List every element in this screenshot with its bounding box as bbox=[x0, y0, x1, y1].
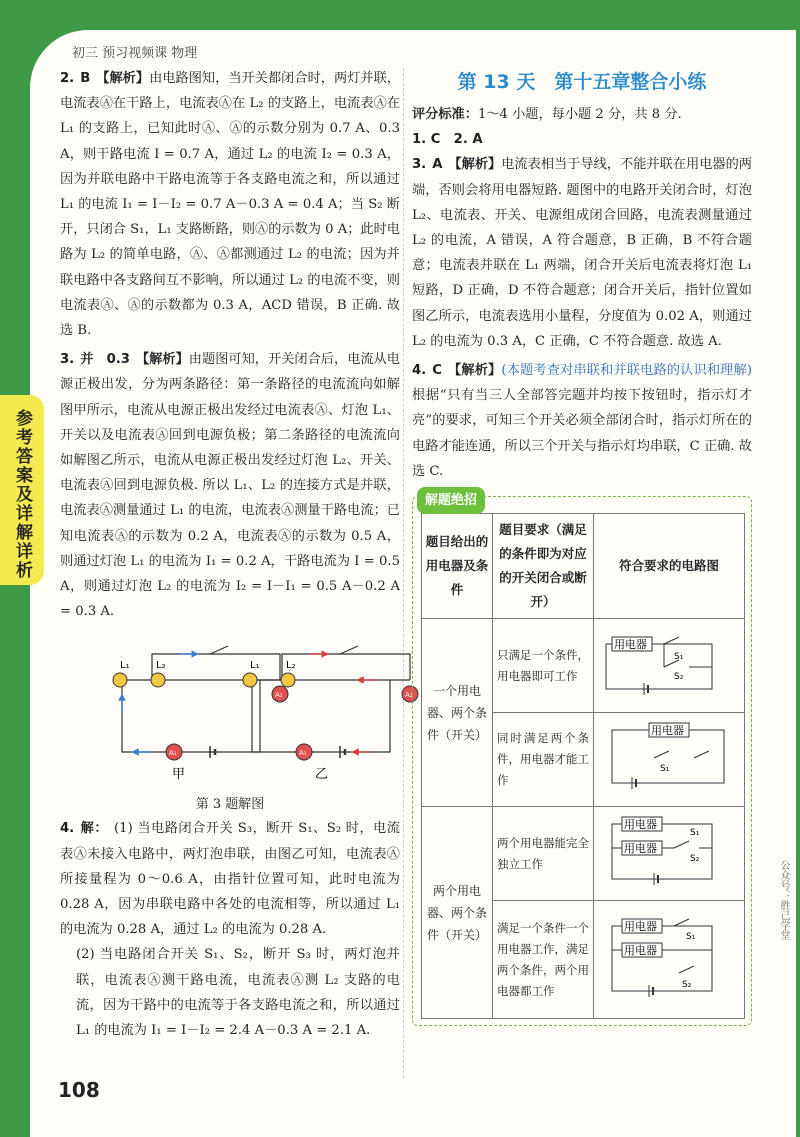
s1-label-1b: S₁ bbox=[660, 764, 670, 775]
switch-jia bbox=[210, 646, 228, 654]
s2-label-2b: S₂ bbox=[682, 980, 692, 991]
criteria bbox=[412, 102, 752, 127]
r-q4-text: 根据“只有当三人全部答完题并均按下按钮时，指示灯才亮”的要求，可知三个开关必须全部闭合时，指示灯所在的电路才能连通，所以三个开关与指示灯均串联，C 正确. 故选 C. bbox=[412, 388, 752, 479]
s1-label-2a: S₁ bbox=[690, 828, 700, 839]
q3-figure bbox=[60, 632, 413, 812]
r-q3-answer: A bbox=[432, 157, 443, 173]
table-row bbox=[422, 619, 745, 713]
r-q3-number: 3. bbox=[412, 157, 427, 173]
r-q4-hint: (本题考查对串联和并联电路的认识和理解) bbox=[501, 363, 753, 379]
tip-badge: 解题绝招 bbox=[417, 487, 485, 514]
left-q2 bbox=[60, 66, 400, 343]
watermark: 公众号：胜己学堂 bbox=[778, 860, 789, 940]
tip-req-2a: 两个用电器能完全独立工作 bbox=[493, 807, 594, 901]
tip-req-1a: 只满足一个条件，用电器即可工作 bbox=[493, 619, 594, 713]
table-row bbox=[422, 807, 745, 901]
figure-caption: 第 3 题解图 bbox=[195, 796, 265, 812]
tip-cond-2: 两个用电器、两个条件（开关） bbox=[422, 807, 493, 1019]
side-tab-label: 参考答案及详解详析 bbox=[12, 409, 32, 580]
r-q4-answer: C bbox=[432, 363, 442, 379]
label-A2-yi: A₂ bbox=[405, 691, 413, 700]
answers-1-2: 1. C 2. A bbox=[412, 132, 483, 148]
lamp-L1-jia bbox=[113, 673, 127, 687]
s2-label-1a: S₂ bbox=[674, 672, 684, 683]
r-q4-label: 【解析】 bbox=[447, 363, 502, 379]
q2-answer: B bbox=[80, 71, 91, 86]
right-q3 bbox=[412, 152, 752, 354]
tip-header-2: 题目要求（满足的条件即为对应的开关闭合或断开） bbox=[493, 514, 594, 619]
q4-number: 4. bbox=[60, 821, 75, 837]
lamp-L2-jia bbox=[151, 673, 165, 687]
device-label-1b: 用电器 bbox=[651, 724, 684, 738]
label-A2-jia: A₂ bbox=[275, 691, 283, 700]
left-column bbox=[60, 66, 413, 1043]
tip-req-1b: 同时满足两个条件，用电器才能工作 bbox=[493, 713, 594, 807]
q4-part1: (1) 当电路闭合开关 S₃，断开 S₁、S₂ 时，电流表Ⓐ未接入电路中，两灯泡串联，由图乙可知，电流表Ⓐ所接量程为 0～0.6 A，由指针位置可知，此时电流为 0.28 A，因为串联电路中各处的电流相等，所以通过 L₁ 的电流为 0.28 A，通过 L₂ 的电流为 0.28 A. bbox=[60, 821, 400, 938]
device-label-1a: 用电器 bbox=[614, 638, 647, 652]
q3-answer: 并 0.3 bbox=[80, 352, 130, 368]
s2-label-2a: S₂ bbox=[690, 854, 700, 865]
lamp-L1-yi bbox=[243, 673, 257, 687]
r-q3-label: 【解析】 bbox=[448, 157, 502, 173]
side-tab bbox=[0, 395, 44, 585]
label-L1-yi: L₁ bbox=[250, 660, 260, 672]
q3-label: 【解析】 bbox=[135, 352, 189, 368]
label-A1-yi: A₁ bbox=[299, 749, 307, 758]
column-divider bbox=[403, 68, 404, 1078]
q2-number: 2. bbox=[60, 71, 75, 86]
left-q3 bbox=[60, 347, 400, 624]
criteria-label: 评分标准： bbox=[412, 107, 478, 122]
tip-header-3: 符合要求的电路图 bbox=[594, 514, 745, 619]
day-title: 第 13 天 第十五章整合小练 bbox=[457, 71, 707, 93]
tip-circuit-1a bbox=[594, 619, 745, 713]
device-label-2a-2: 用电器 bbox=[624, 842, 657, 856]
tip-req-2b: 满足一个条件一个用电器工作，满足两个条件，两个用电器都工作 bbox=[493, 901, 594, 1019]
label-jia: 甲 bbox=[172, 767, 186, 783]
page-header: 初三 预习视频课 物理 bbox=[72, 46, 198, 61]
right-q4 bbox=[412, 358, 752, 484]
q3-text: 由题图可知，开关闭合后，电流从电源正极出发，分为两条路径：第一条路径的电流流向如解图甲所示，电流从电源正极出发经过电流表Ⓐ、灯泡 L₁、开关以及电流表Ⓐ回到电源负极；第二条路径的电流流向如解图乙所示，电流从电源正极出发经过灯泡 L₂、开关、电流表Ⓐ回到电源负极. 所以 L₁、L₂ 的连接方式是并联，电流表Ⓐ测量通过 L₁ 的电流，电流表Ⓐ测量干路电流；已知电流表Ⓐ的示数为 0.2 A，电流表Ⓐ的示数为 0.5 A，则通过灯泡 L₁ 的电流为 I₁ = 0.2 A，干路电流为 I = 0.5 A，则通过灯泡 L₂ 的电流为 I₂ = I－I₁ = 0.5 A－0.2 A = 0.3 A. bbox=[60, 352, 400, 620]
right-column bbox=[412, 66, 752, 1026]
circuit-yi bbox=[243, 646, 418, 782]
q2-label: 【解析】 bbox=[96, 71, 150, 86]
device-label-2b-1: 用电器 bbox=[624, 920, 657, 934]
label-L2-yi: L₂ bbox=[286, 660, 296, 672]
q4-label: 解： bbox=[80, 821, 109, 837]
tip-circuit-2b bbox=[594, 901, 745, 1019]
s1-label-1a: S₁ bbox=[674, 652, 684, 663]
tip-header-row bbox=[422, 514, 745, 619]
q2-text: 由电路图知，当开关都闭合时，两灯并联，电流表Ⓐ在干路上，电流表Ⓐ在 L₂ 的支路上，电流表Ⓐ在 L₁ 的支路上，已知此时Ⓐ、Ⓐ的示数分别为 0.7 A、0.3 A，则干路电流 I = 0.7 A，通过 L₂ 的电流 I₂ = 0.3 A，因为并联电路中干路电流等于各支路电流之和，所以通过 L₁ 的电流 I₁ = I－I₂ = 0.7 A－0.3 A = 0.4 A；当 S₂ 断开，只闭合 S₁，L₁ 支路断路，则Ⓐ的示数为 0 A；此时电路为 L₂ 的简单电路，Ⓐ、Ⓐ都测通过 L₂ 的电流；因为并联电路中各支路间互不影响，所以通过 L₂ 的电流不变，则电流表Ⓐ、Ⓐ的示数都为 0.3 A，ACD 错误，B 正确. 故选 B. bbox=[60, 71, 401, 339]
lamp-L2-yi bbox=[281, 673, 295, 687]
left-q4-part2: (2) 当电路闭合开关 S₁、S₂，断开 S₃ 时，两灯泡并联，电流表Ⓐ测干路电流，电流表Ⓐ测 L₂ 支路的电流，因为干路中的电流等于各支路电流之和，所以通过 L₁ 的电流为 I₁ = I－I₂ = 2.4 A－0.3 A = 2.1 A. bbox=[76, 947, 400, 1039]
page-number: 108 bbox=[58, 1078, 100, 1102]
label-L2-jia: L₂ bbox=[156, 660, 166, 672]
tip-box bbox=[412, 493, 752, 1026]
device-label-2a-1: 用电器 bbox=[624, 818, 657, 832]
device-label-2b-2: 用电器 bbox=[624, 944, 657, 958]
left-q4 bbox=[60, 816, 400, 942]
circuit-jia bbox=[113, 646, 288, 782]
label-yi: 乙 bbox=[315, 767, 329, 783]
tip-cond-1: 一个用电器、两个条件（开关） bbox=[422, 619, 493, 807]
switch-yi bbox=[340, 646, 358, 654]
criteria-text: 1～4 小题，每小题 2 分，共 8 分. bbox=[477, 107, 682, 122]
label-A1-jia: A₁ bbox=[169, 749, 177, 758]
q3-circuit-diagrams bbox=[60, 632, 413, 783]
s1-label-2b: S₁ bbox=[686, 932, 696, 943]
label-L1-jia: L₁ bbox=[120, 660, 130, 672]
r-q3-text: 电流表相当于导线，不能并联在用电器的两端，否则会将用电器短路. 题图中的电路开关闭合时，灯泡 L₂、电流表、开关、电源组成闭合回路，电流表测量通过 L₂ 的电流，A 错误，A 符合题意，B 正确，B 不符合题意；电流表并联在 L₁ 两端，闭合开关后电流表将灯泡 L₁ 短路，D 正确，D 不符合题意；闭合开关后，指针位置如图乙所示，电流表选用小量程，分度值为 0.02 A，则通过 L₂ 的电流为 0.3 A，C 正确，C 不符合题意. 故选 A. bbox=[412, 157, 752, 349]
tip-circuit-1b bbox=[594, 713, 745, 807]
q3-number: 3. bbox=[60, 352, 75, 368]
r-q4-number: 4. bbox=[412, 363, 427, 379]
tip-header-1: 题目给出的用电器及条件 bbox=[422, 514, 493, 619]
tip-table bbox=[421, 513, 745, 1019]
tip-circuit-2a bbox=[594, 807, 745, 901]
